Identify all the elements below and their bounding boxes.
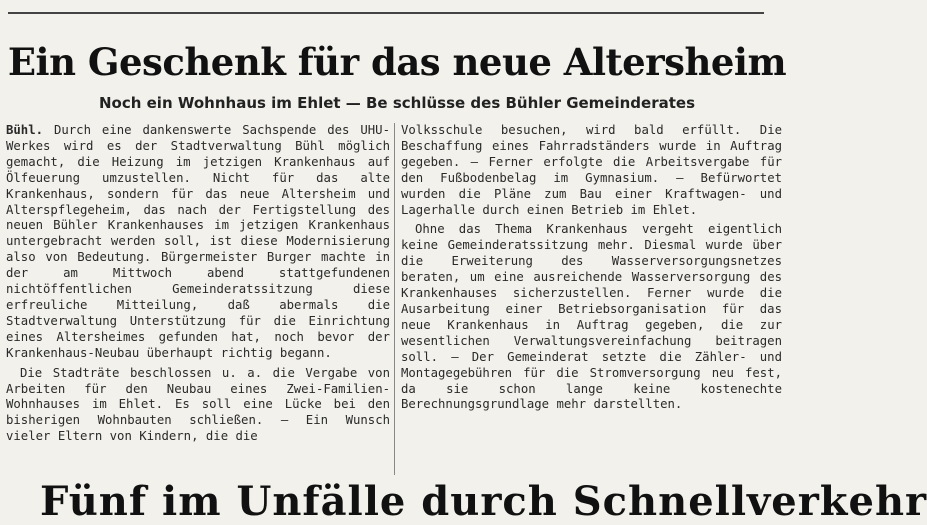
column-divider	[394, 123, 395, 475]
left-paragraph-1	[6, 123, 390, 362]
left-column	[6, 123, 390, 445]
top-rule	[8, 12, 764, 14]
right-paragraph-2: Ohne das Thema Krankenhaus vergeht eigentlich keine Gemeinderatssitzung mehr. Diesmal wurde über die Erweiterung des Wasserversorgungsnetzes beraten, um eine ausreichende Wasserversorgung des Krankenhauses sicherzustellen. Ferner wurde die Ausarbeitung einer Betriebsorganisation für das neue Krankenhaus in Auftrag gegeben, die zur wesentlichen Verwaltungsvereinfachung beitragen soll. — Der Gemeinderat setzte die Zähler- und Montagegebühren für die Stromversorgung neu fest, da sie schon lange keine kostenechte Berechnungsgrundlage mehr darstellten.	[401, 222, 782, 412]
left-paragraph-2: Die Stadträte beschlossen u. a. die Vergabe von Arbeiten für den Neubau eines Zwei-Familien-Wohnhauses im Ehlet. Es soll eine Lücke bei den bisherigen Wohnbauten schließen. — Ein Wunsch vieler Eltern von Kindern, die die	[6, 365, 390, 444]
next-article-headline: Fünf im Unfälle durch Schnellverkehr	[40, 478, 927, 525]
article-subheadline: Noch ein Wohnhaus im Ehlet — Be schlüsse des Bühler Gemeinderates	[98, 94, 695, 112]
article-headline: Ein Geschenk für das neue Altersheim	[7, 40, 787, 84]
dateline: Bühl.	[6, 123, 44, 137]
right-paragraph-1: Volksschule besuchen, wird bald erfüllt. Die Beschaffung eines Fahrradständers wurde in Auftrag gegeben. — Ferner erfolgte die Arbeitsvergabe für den Fußbodenbelag im Gymnasium. — Befürwortet wurden die Pläne zum Bau einer Kraftwagen- und Lagerhalle durch einen Betrieb im Ehlet.	[401, 123, 782, 217]
left-paragraph-1-text: Durch eine dankenswerte Sachspende des UHU-Werkes wird es der Stadtverwaltung Bühl möglich gemacht, die Heizung im jetzigen Krankenhaus auf Ölfeuerung umzustellen. Nicht für das alte Krankenhaus, sondern für das neue Altersheim und Alterspflegeheim, das nach der Fertigstellung des neuen Bühler Krankenhauses im jetzigen Krankenhaus untergebracht werden soll, ist diese Modernisierung also von Bedeutung. Bürgermeister Burger machte in der am Mittwoch abend stattgefundenen nichtöffentlichen Gemeinderatssitzung diese erfreuliche Mitteilung, daß abermals die Stadtverwaltung Unterstützung für die Einrichtung eines Altersheimes gefunden hat, noch bevor der Krankenhaus-Neubau überhaupt richtig begann.	[6, 123, 390, 360]
right-column	[401, 123, 782, 413]
